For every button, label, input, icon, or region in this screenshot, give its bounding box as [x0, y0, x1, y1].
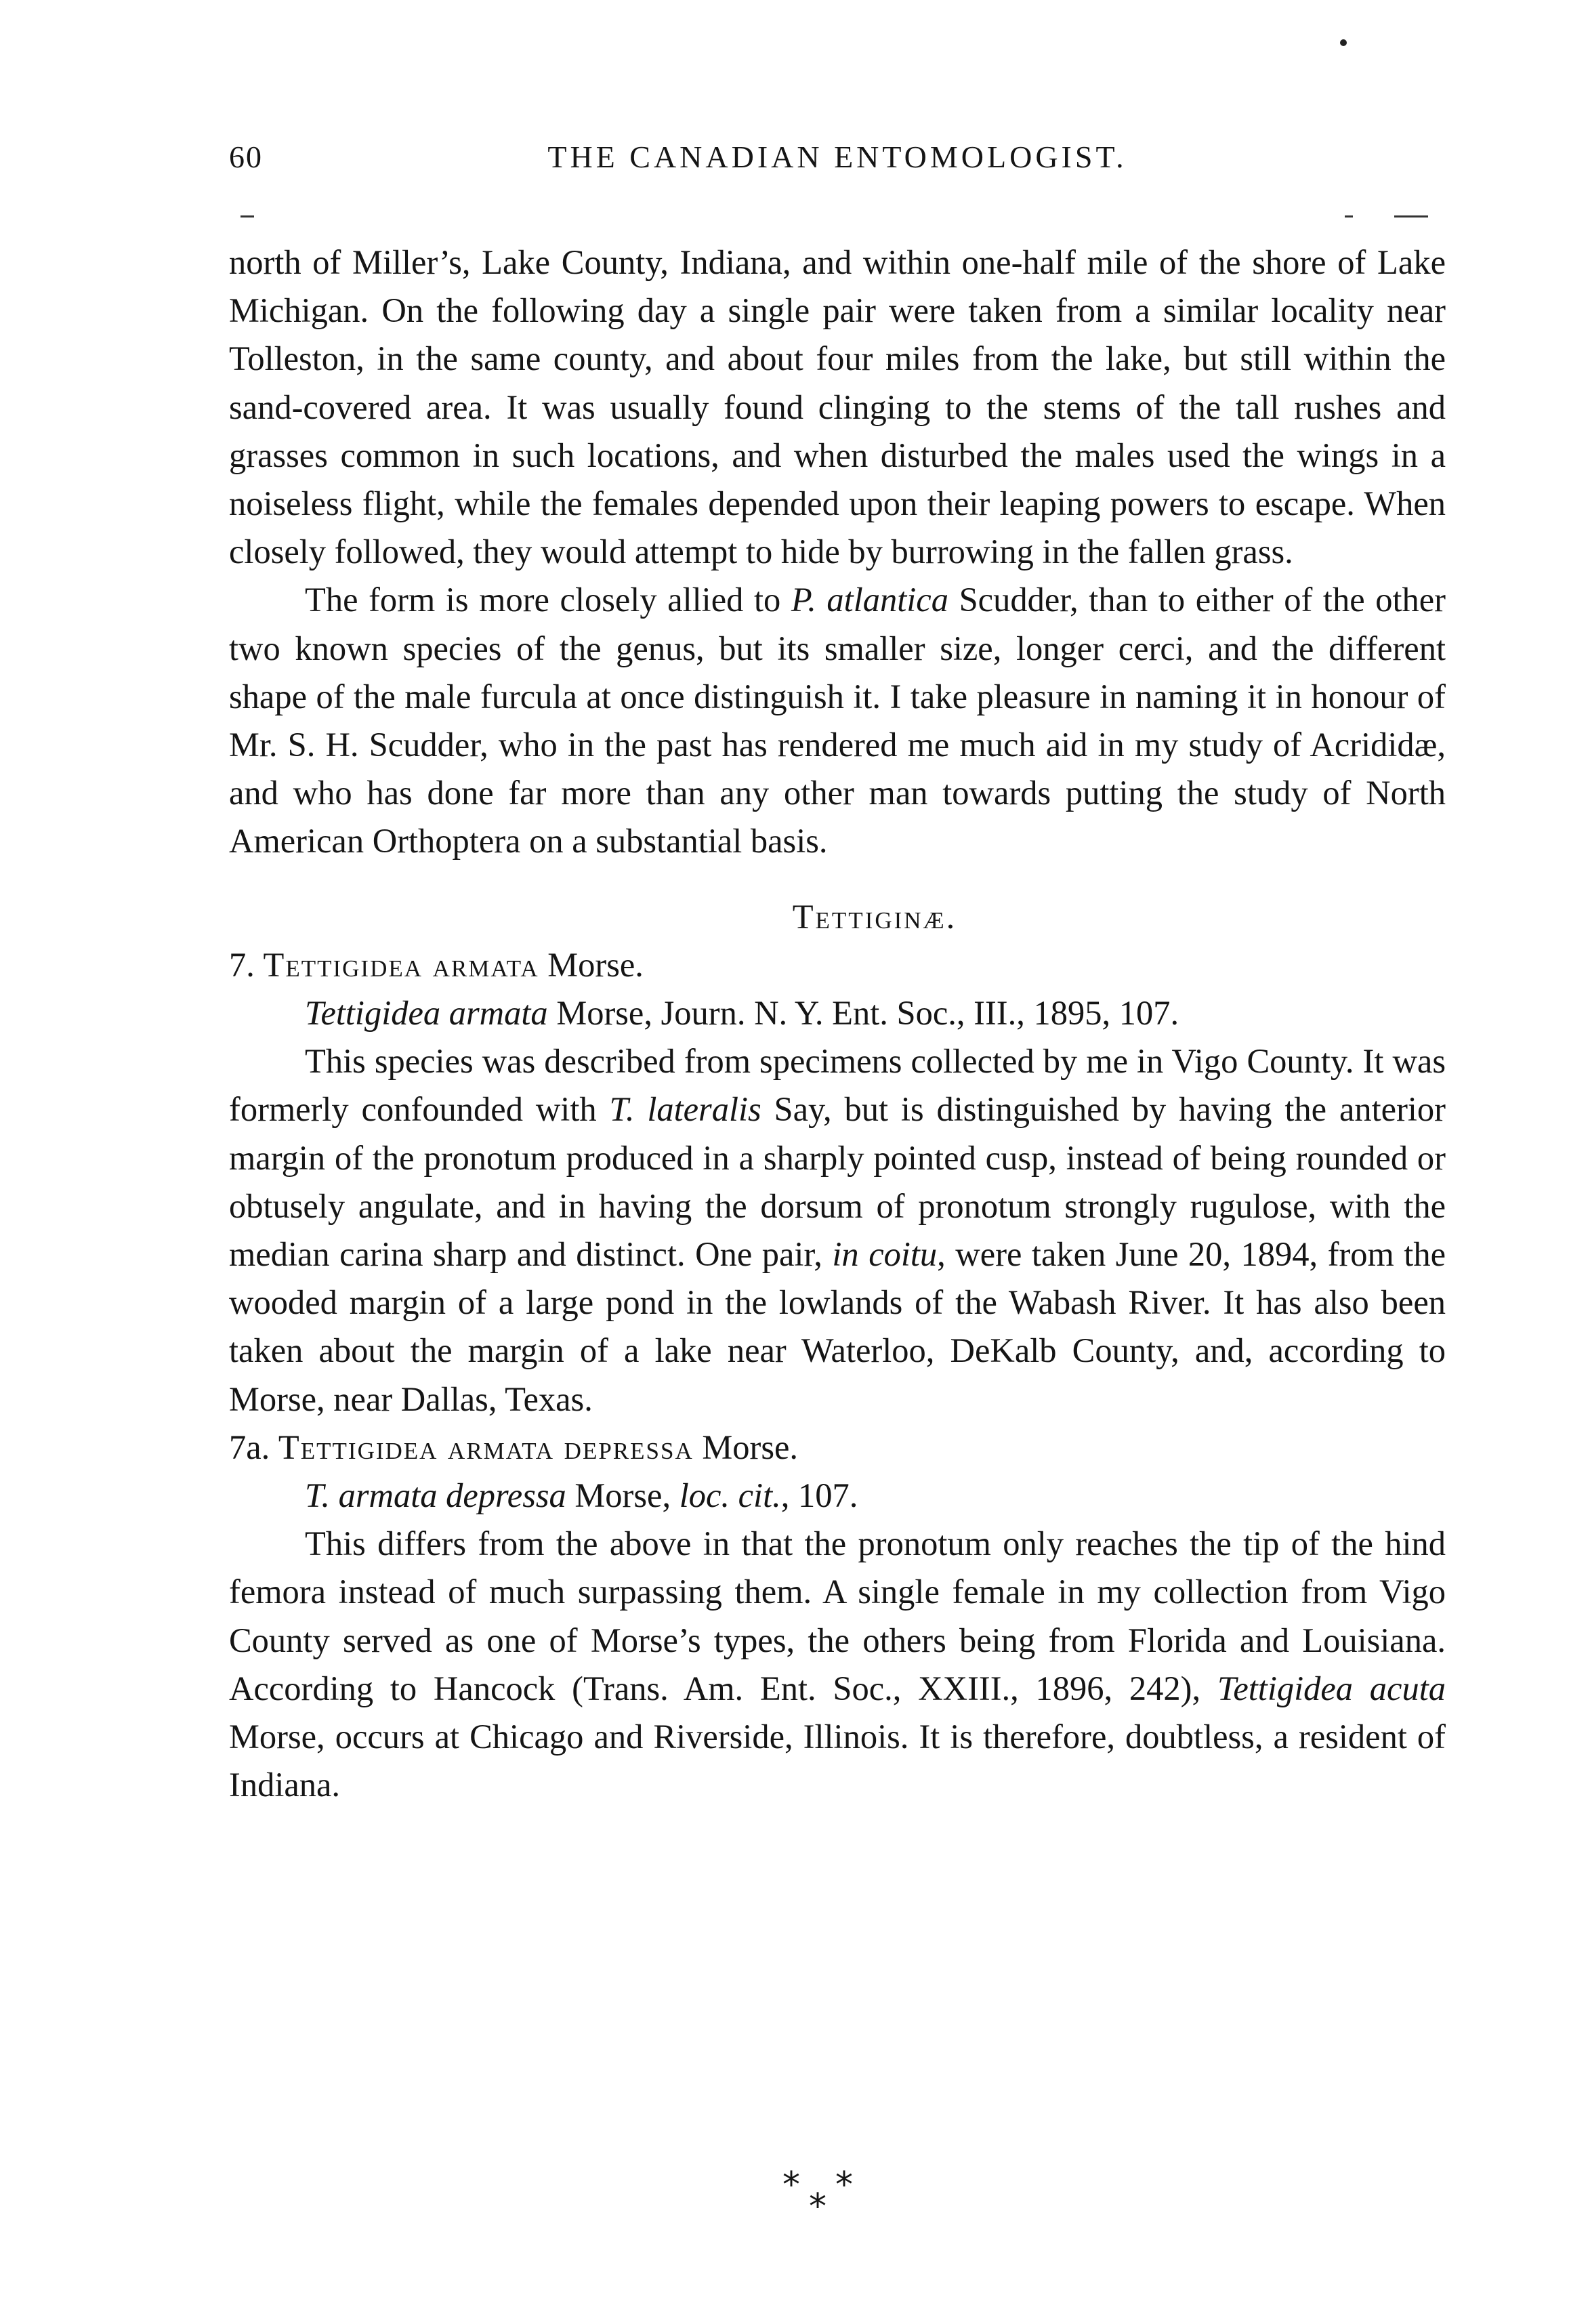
asterisk: *: [782, 2165, 800, 2205]
citation-italic: T. armata depressa: [305, 1476, 566, 1515]
text-run: , were taken June 20, 1894, from the wooded margin of a large pond in the lowlands of the Wabash River. It has also been taken about the margin of a lake near Waterloo, DeKalb County, and, according to Morse, near Dallas, Texas.: [229, 1235, 1446, 1418]
paragraph-comparison: [229, 576, 1446, 865]
species-name: Tettigidea armata depressa: [278, 1428, 694, 1466]
species-author: Morse.: [702, 1428, 799, 1466]
text-run: The form is more closely allied to: [305, 581, 791, 619]
citation-italic: loc. cit.: [679, 1476, 781, 1515]
paragraph-description-7: [229, 1037, 1446, 1424]
speck-mark: [1340, 39, 1347, 46]
species-number: 7.: [229, 945, 255, 984]
species-heading-7: [229, 941, 1446, 989]
citation-7: [229, 989, 1446, 1037]
citation-text: , 107.: [780, 1476, 858, 1515]
asterisk: *: [809, 2186, 827, 2227]
species-heading-7a: [229, 1424, 1446, 1472]
latin-phrase-italic: in coitu: [832, 1235, 938, 1274]
paragraph-continuation: north of Miller’s, Lake County, Indiana, and within one-half mile of the shore of Lake Michigan. On the following day a single pair were taken from a similar locality near Tolleston, in the same county, and about four miles from the lake, but still within the sand-covered area. It was usually found clinging to the stems of the tall rushes and grasses common in such locations, and when disturbed the males used the wings in a noiseless flight, while the females depended upon their leaping powers to escape. When closely followed, they would attempt to hide by burrowing in the fallen grass.: [229, 243, 1446, 571]
page-number: 60: [229, 140, 263, 174]
citation-text: Morse, Journ. N. Y. Ent. Soc., III., 1895, 107.: [547, 994, 1179, 1033]
asterism-ornament: [782, 2165, 864, 2226]
citation-text: Morse,: [566, 1476, 679, 1515]
text-run: Say, but is distinguished by having the anterior margin of the pronotum produced in a sharply pointed cusp, instead of being rounded or obtusely angulate, and in having the dorsum of pronotum strongly rugulose, with the median carina sharp and distinct. One pair,: [229, 1090, 1446, 1274]
text-run: Scudder, than to either of the other two known species of the genus, but its smaller size, longer cerci, and the different shape of the male furcula at once distinguish it. I take pleasure in naming it in honour of Mr. S. H. Scudder, who in the past has rendered me much aid in my study of Acrididæ, and who has done far more than any other man towards putting the study of North American Orthoptera on a substantial basis.: [229, 581, 1446, 860]
text-run: Morse, occurs at Chicago and Riverside, Illinois. It is therefore, doubtless, a resident of Indiana.: [229, 1718, 1446, 1804]
citation-italic: Tettigidea armata: [305, 994, 548, 1033]
text-run: This differs from the above in that the pronotum only reaches the tip of the hind femora instead of much surpassing them. A single female in my collection from Vigo County served as one of Morse’s types, the others being from Florida and Louisiana. According to Hancock (Trans. Am. Ent. Soc., XXIII., 1896, 242),: [229, 1524, 1446, 1707]
species-name-italic: P. atlantica: [791, 581, 948, 619]
paragraph-description-7a: [229, 1520, 1446, 1809]
header-rule-mark: [1345, 215, 1353, 217]
text-run: This species was described from specimens collected by me in Vigo County. It was formerly confounded with: [229, 1042, 1446, 1129]
citation-7a: [229, 1472, 1446, 1520]
species-name-italic: T. lateralis: [609, 1090, 761, 1129]
species-number: 7a.: [229, 1428, 270, 1466]
species-author: Morse.: [547, 945, 644, 984]
header-rule-mark: [1394, 215, 1428, 217]
header-rule-mark: [240, 215, 254, 217]
species-name-italic: Tettigidea acuta: [1217, 1669, 1446, 1707]
section-heading: Tettiginæ.: [792, 897, 957, 936]
asterisk: *: [835, 2165, 853, 2205]
species-name: Tettigidea armata: [263, 945, 539, 984]
body-text: [229, 238, 1446, 1810]
running-title: THE CANADIAN ENTOMOLOGIST.: [547, 140, 1127, 174]
page-header: [229, 139, 1446, 186]
